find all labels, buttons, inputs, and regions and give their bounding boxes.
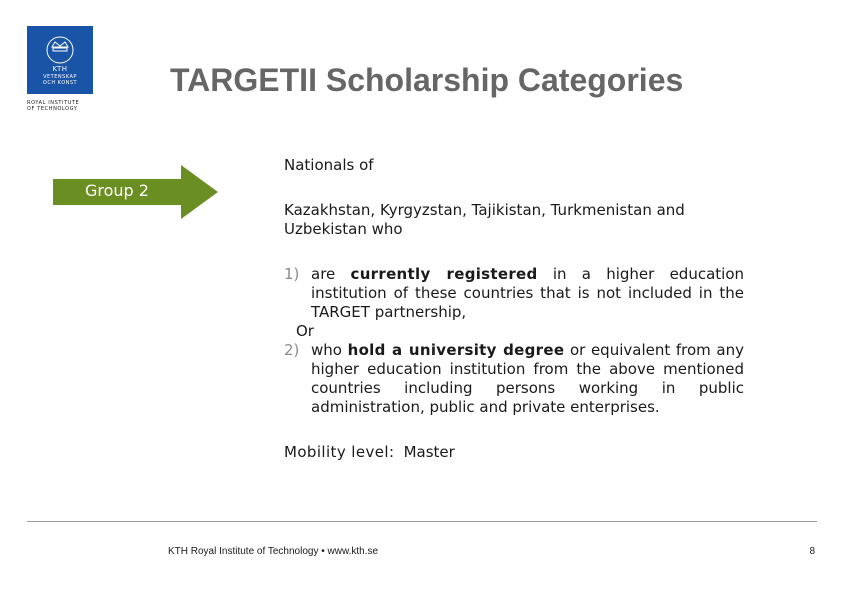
list-item (284, 265, 744, 322)
list-item (284, 341, 744, 417)
mobility-separator: : (388, 443, 395, 461)
mobility-label: Mobility level (284, 443, 389, 461)
item-emphasis: currently registered (350, 265, 538, 283)
logo-kth-text: KTH (52, 64, 68, 73)
footer-text: KTH Royal Institute of Technology • www.kth.se (168, 546, 379, 557)
logo-tagline-top: VETENSKAP (43, 73, 77, 80)
kth-logo (27, 26, 93, 112)
countries-text: Kazakhstan, Kyrgyzstan, Tajikistan, Turkmenistan and Uzbekistan who (284, 201, 685, 238)
list-number: 1) (284, 265, 300, 283)
slide-content (284, 156, 744, 462)
item-post: in a higher education institution of these countries that is not included in the TARGET partnership, (311, 265, 745, 321)
item-pre: are (311, 265, 351, 283)
mobility-level (284, 443, 744, 462)
slide-title: TARGETII Scholarship Categories (170, 62, 684, 98)
or-text: Or (296, 322, 314, 340)
list-number: 2) (284, 341, 300, 359)
item-emphasis: hold a university degree (347, 341, 565, 359)
nationals-of-text: Nationals of (284, 156, 374, 174)
logo-institution-line1: ROYAL INSTITUTE (27, 100, 80, 106)
crown-icon (40, 35, 80, 65)
logo-institution-line2: OF TECHNOLOGY (27, 106, 78, 112)
item-pre: who (311, 341, 348, 359)
item-post: or equivalent from any higher education institution from the above mentioned countries including persons working in public administration, public and private enterprises. (311, 341, 744, 416)
page-number: 8 (809, 546, 815, 557)
footer-divider (27, 521, 817, 522)
kth-emblem (27, 26, 93, 94)
mobility-value: Master (403, 443, 455, 461)
criteria-list (284, 265, 744, 417)
logo-tagline-bottom: OCH KONST (42, 79, 78, 86)
group-label: Group 2 (85, 181, 149, 200)
